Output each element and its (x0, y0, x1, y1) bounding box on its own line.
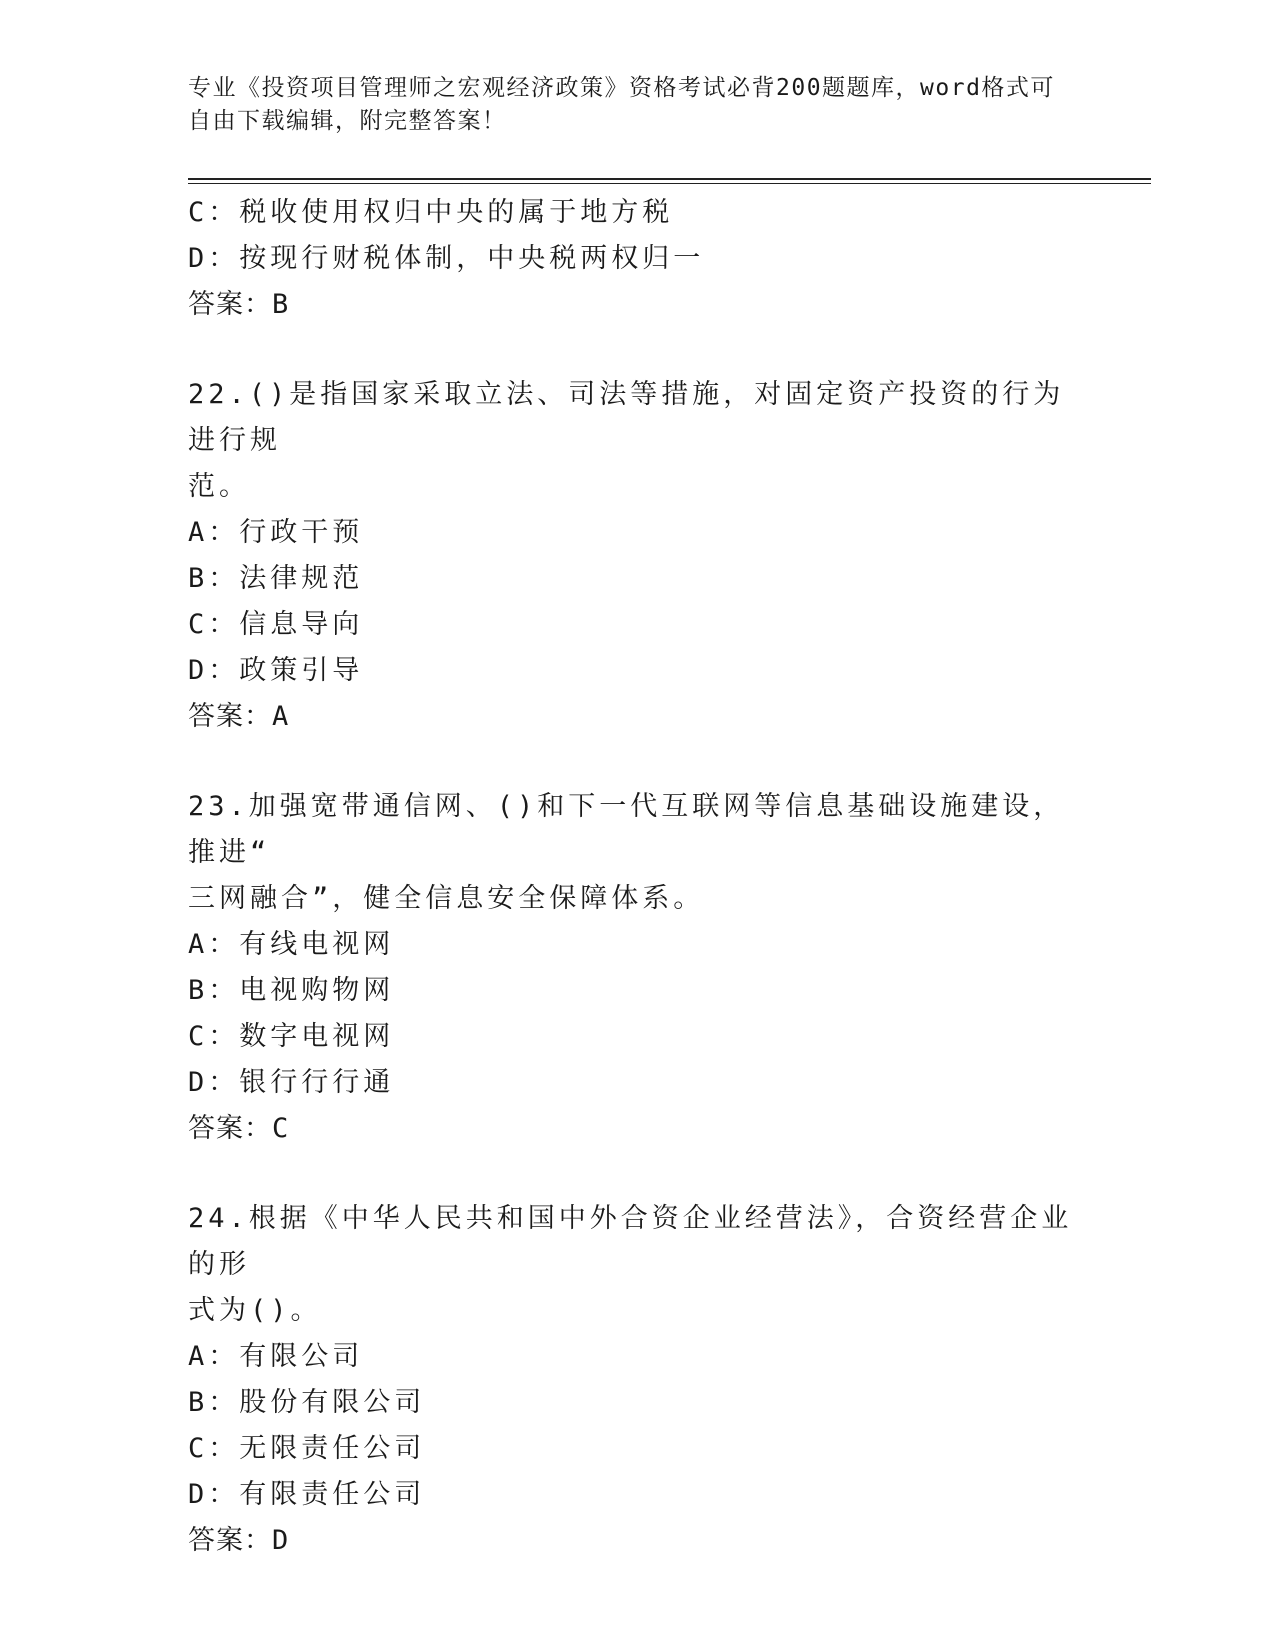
answer-label: 答案： (188, 1113, 272, 1144)
answer-line (188, 282, 1088, 328)
option-a: A：有线电视网 (188, 929, 395, 960)
question-stem-line-1: 22.()是指国家采取立法、司法等措施，对固定资产投资的行为进行规 (188, 379, 1065, 456)
option-b: B：法律规范 (188, 563, 364, 594)
option-d: D：按现行财税体制，中央税两权归一 (188, 243, 705, 274)
question-stem (188, 1196, 1088, 1334)
answer-line (188, 1518, 1088, 1564)
option-b: B：股份有限公司 (188, 1387, 426, 1418)
option-c: C：数字电视网 (188, 1021, 395, 1052)
question-22 (188, 372, 1088, 740)
document-header (188, 72, 1088, 138)
question-stem (188, 372, 1088, 510)
option-a: A：行政干预 (188, 517, 364, 548)
option-c: C：信息导向 (188, 609, 364, 640)
option-d: D：银行行行通 (188, 1067, 395, 1098)
answer-value: B (272, 289, 290, 320)
header-line-2: 自由下载编辑，附完整答案！ (188, 108, 507, 134)
question-stem-line-2: 三网融合”，健全信息安全保障体系。 (188, 883, 705, 914)
question-23 (188, 784, 1088, 1152)
answer-label: 答案： (188, 1525, 272, 1556)
question-spacer (188, 328, 1088, 372)
answer-label: 答案： (188, 289, 272, 320)
header-divider-thick (188, 178, 1151, 180)
question-stem-line-1: 24.根据《中华人民共和国中外合资企业经营法》，合资经营企业的形 (188, 1203, 1073, 1280)
option-c: C：无限责任公司 (188, 1433, 426, 1464)
question-spacer (188, 1152, 1088, 1196)
option-d: D：有限责任公司 (188, 1479, 426, 1510)
question-spacer (188, 740, 1088, 784)
answer-label: 答案： (188, 701, 272, 732)
question-24 (188, 1196, 1088, 1564)
option-d: D：政策引导 (188, 655, 364, 686)
question-21 (188, 190, 1088, 328)
question-stem-line-2: 范。 (188, 471, 250, 502)
answer-line (188, 694, 1088, 740)
answer-value: A (272, 701, 290, 732)
option-b: B：电视购物网 (188, 975, 395, 1006)
header-line-1: 专业《投资项目管理师之宏观经济政策》资格考试必背200题题库，word格式可 (188, 75, 1055, 101)
question-stem-line-2: 式为()。 (188, 1295, 322, 1326)
question-stem-line-1: 23.加强宽带通信网、()和下一代互联网等信息基础设施建设，推进“ (188, 791, 1065, 868)
option-c: C：税收使用权归中央的属于地方税 (188, 197, 674, 228)
question-list (188, 190, 1088, 1564)
header-divider-thin (188, 183, 1151, 184)
question-stem (188, 784, 1088, 922)
answer-value: C (272, 1113, 290, 1144)
answer-value: D (272, 1525, 290, 1556)
option-a: A：有限公司 (188, 1341, 364, 1372)
answer-line (188, 1106, 1088, 1152)
